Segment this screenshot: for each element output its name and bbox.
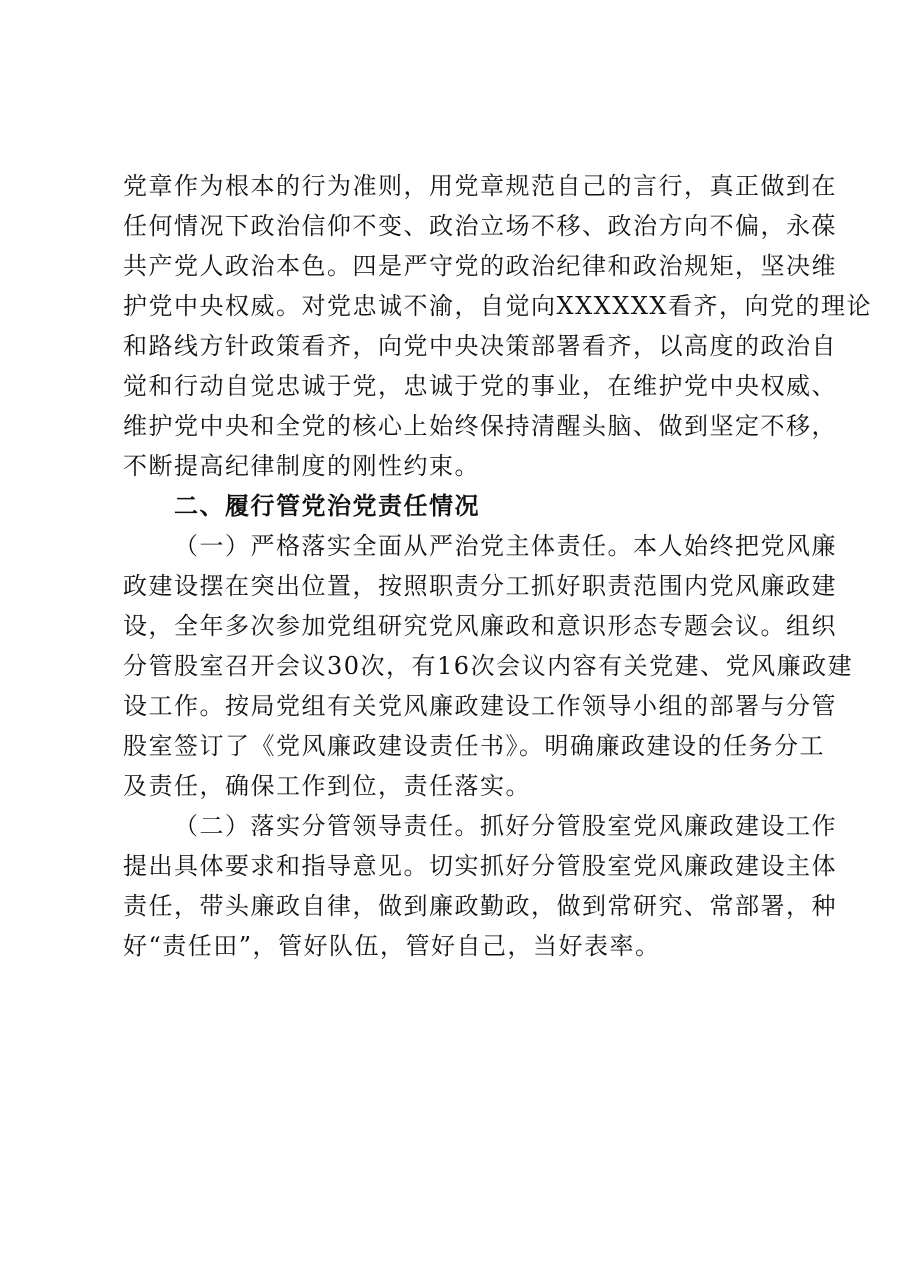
text-line: 好“责任田”，管好队伍，管好自己，当好表率。 xyxy=(123,932,661,960)
section-heading: 二、履行管党治党责任情况 xyxy=(174,492,480,520)
paragraph-political-discipline xyxy=(123,166,873,486)
text-line: 提出具体要求和指导意见。切实抓好分管股室党风廉政建设主体 xyxy=(123,852,837,880)
text-line: 护党中央权威。对党忠诚不渝，自觉向XXXXXX看齐，向党的理论 xyxy=(123,292,873,320)
text-line: （二）落实分管领导责任。抓好分管股室党风廉政建设工作 xyxy=(174,812,837,840)
document-body xyxy=(123,166,873,966)
text-line: （一）严格落实全面从严治党主体责任。本人始终把党风廉 xyxy=(174,532,837,560)
text-line: 共产党人政治本色。四是严守党的政治纪律和政治规矩，坚决维 xyxy=(123,252,837,280)
text-line: 政建设摆在突出位置，按照职责分工抓好职责范围内党风廉政建 xyxy=(123,572,837,600)
paragraph-leader-responsibility xyxy=(123,806,837,966)
text-line: 设工作。按局党组有关党风廉政建设工作领导小组的部署与分管 xyxy=(123,692,837,720)
text-line: 责任，带头廉政自律，做到廉政勤政，做到常研究、常部署，种 xyxy=(123,892,837,920)
text-line: 分管股室召开会议30次，有16次会议内容有关党建、党风廉政建 xyxy=(123,652,854,680)
text-line: 觉和行动自觉忠诚于党，忠诚于党的事业，在维护党中央权威、 xyxy=(123,372,837,400)
text-line: 党章作为根本的行为准则，用党章规范自己的言行，真正做到在 xyxy=(123,172,837,200)
text-line: 维护党中央和全党的核心上始终保持清醒头脑、做到坚定不移， xyxy=(123,412,837,440)
paragraph-main-responsibility xyxy=(123,526,854,806)
text-line: 不断提高纪律制度的刚性约束。 xyxy=(123,452,480,480)
text-line: 股室签订了《党风廉政建设责任书》。明确廉政建设的任务分工 xyxy=(123,732,825,760)
text-line: 及责任，确保工作到位，责任落实。 xyxy=(123,772,531,800)
text-line: 和路线方针政策看齐，向党中央决策部署看齐，以高度的政治自 xyxy=(123,332,837,360)
text-line: 任何情况下政治信仰不变、政治立场不移、政治方向不偏，永葆 xyxy=(123,212,837,240)
text-line: 设，全年多次参加党组研究党风廉政和意识形态专题会议。组织 xyxy=(123,612,837,640)
